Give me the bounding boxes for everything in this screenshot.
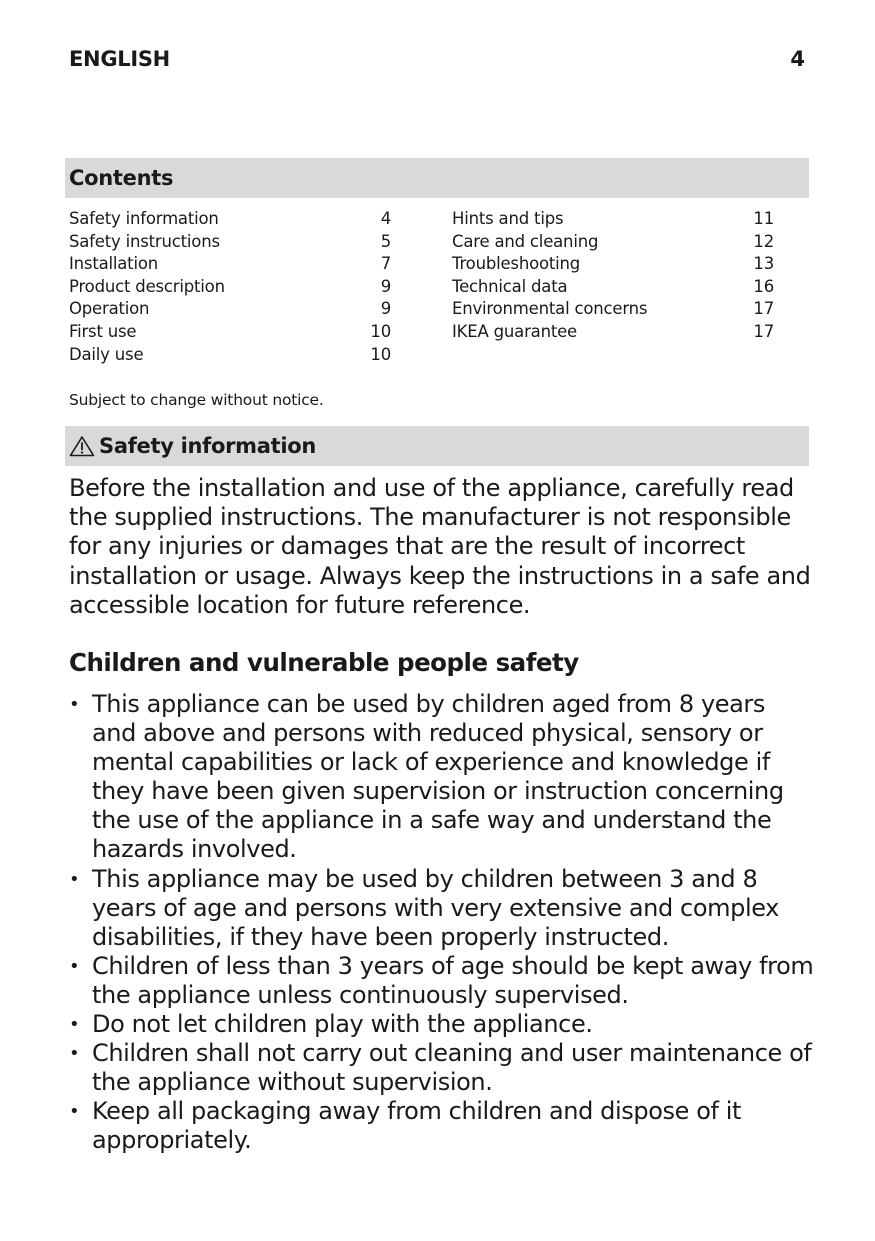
toc-entry[interactable] <box>69 231 391 254</box>
list-item-text: Children shall not carry out cleaning and user maintenance of the appliance without supervision. <box>92 1039 812 1097</box>
toc-entry-label: Product description <box>69 276 225 296</box>
toc-entry[interactable] <box>452 253 774 276</box>
language-label: ENGLISH <box>69 47 170 71</box>
toc-entry-label: Troubleshooting <box>452 254 581 274</box>
toc-entry-page: 10 <box>370 344 391 364</box>
toc-entry-page: 9 <box>380 276 391 296</box>
contents-heading-bar <box>65 158 809 198</box>
list-item <box>69 1010 814 1039</box>
toc-right-column <box>452 208 774 344</box>
toc-entry-label: Environmental concerns <box>452 299 648 319</box>
toc-entry[interactable] <box>69 344 391 367</box>
bullet-dot: • <box>69 868 80 890</box>
list-item <box>69 1097 814 1155</box>
safety-intro-paragraph: Before the installation and use of the appliance, carefully read the supplied instructions. The manufacturer is not responsible for any injuries or damages that are the result of incorrect installation or usage. Always keep the instructions in a safe and accessible location for future reference. <box>69 474 811 619</box>
toc-entry[interactable] <box>452 321 774 344</box>
children-safety-list <box>69 690 814 1156</box>
toc-entry-page: 17 <box>753 299 774 319</box>
bullet-dot: • <box>69 1043 80 1065</box>
toc-entry[interactable] <box>452 208 774 231</box>
toc-entry-page: 17 <box>753 321 774 341</box>
list-item-text: This appliance may be used by children between 3 and 8 years of age and persons with very extensive and complex disabilities, if they have been properly instructed. <box>92 864 779 951</box>
list-item-text: Keep all packaging away from children and dispose of it appropriately. <box>92 1097 742 1155</box>
list-item-text: Do not let children play with the appliance. <box>92 1010 593 1039</box>
safety-heading-bar <box>65 426 809 466</box>
toc-entry-label: Hints and tips <box>452 209 564 228</box>
list-item <box>69 952 814 1010</box>
toc-entry[interactable] <box>69 276 391 299</box>
toc-entry-page: 4 <box>380 209 391 228</box>
toc-entry-page: 7 <box>380 254 391 274</box>
toc-entry-page: 5 <box>380 231 391 251</box>
page-number: 4 <box>790 47 805 71</box>
toc-entry-page: 11 <box>753 209 774 228</box>
warning-triangle-icon <box>69 435 95 457</box>
toc-entry[interactable] <box>452 276 774 299</box>
toc-entry-label: Safety instructions <box>69 231 220 251</box>
list-item-text: Children of less than 3 years of age should be kept away from the appliance unless continuously supervised. <box>92 951 814 1009</box>
toc-entry[interactable] <box>69 253 391 276</box>
toc-entry-page: 16 <box>753 276 774 296</box>
toc-entry-page: 9 <box>380 299 391 319</box>
toc-left-column <box>69 208 391 366</box>
toc-entry[interactable] <box>69 298 391 321</box>
toc-entry[interactable] <box>452 298 774 321</box>
safety-title: Safety information <box>99 434 317 458</box>
list-item-text: This appliance can be used by children aged from 8 years and above and persons with reduced physical, sensory or mental capabilities or lack of experience and knowledge if they have been given supervision or instruction concerning the use of the appliance in a safe way and understand the hazards involved. <box>92 690 784 864</box>
list-item <box>69 865 814 952</box>
toc-entry-label: Care and cleaning <box>452 231 599 251</box>
children-safety-heading: Children and vulnerable people safety <box>69 648 579 677</box>
toc-entry[interactable] <box>69 208 391 231</box>
list-item <box>69 690 814 865</box>
toc-entry[interactable] <box>69 321 391 344</box>
toc-entry-label: Operation <box>69 299 150 319</box>
toc-entry-page: 12 <box>753 231 774 251</box>
toc-entry-label: Technical data <box>452 276 568 296</box>
toc-entry-label: Daily use <box>69 344 144 364</box>
toc-entry-page: 13 <box>753 254 774 274</box>
contents-title: Contents <box>69 166 174 190</box>
change-notice: Subject to change without notice. <box>69 391 324 409</box>
toc-entry-label: First use <box>69 321 137 341</box>
toc-entry[interactable] <box>452 231 774 254</box>
bullet-dot: • <box>69 1101 80 1123</box>
toc-entry-page: 10 <box>370 321 391 341</box>
toc-entry-label: IKEA guarantee <box>452 321 578 341</box>
bullet-dot: • <box>69 1014 80 1036</box>
list-item <box>69 1039 814 1097</box>
toc-entry-label: Safety information <box>69 209 219 228</box>
toc-entry-label: Installation <box>69 254 158 274</box>
bullet-dot: • <box>69 694 80 715</box>
bullet-dot: • <box>69 955 80 977</box>
